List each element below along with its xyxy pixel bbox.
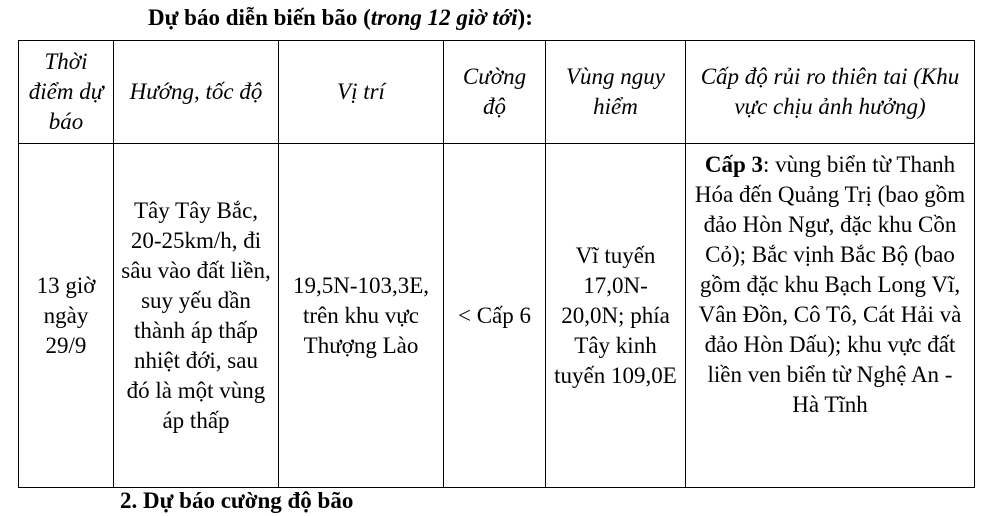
storm-forecast-table — [18, 40, 975, 488]
header-direction-speed: Hướng, tốc độ — [114, 41, 279, 144]
header-position: Vị trí — [279, 41, 444, 144]
table-row — [19, 144, 975, 488]
cell-danger-zone: Vĩ tuyến 17,0N-20,0N; phía Tây kinh tuyến 109,0E — [546, 144, 686, 488]
risk-level-label: Cấp 3 — [704, 152, 763, 177]
heading-end: ): — [517, 5, 533, 30]
table-header-row — [19, 41, 975, 144]
next-section-heading: 2. Dự báo cường độ bão — [120, 488, 354, 513]
risk-area-text: : vùng biển từ Thanh Hóa đến Quảng Trị (bao gồm đảo Hòn Ngư, đặc khu Cồn Cỏ); Bắc vịnh Bắc Bộ (bao gồm đặc khu Bạch Long Vĩ, Vân Đồn, Cô Tô, Cát Hải và đảo Hòn Dấu); khu vực đất liền ven biển từ Nghệ An - Hà Tĩnh — [694, 152, 966, 417]
header-intensity: Cường độ — [444, 41, 546, 144]
header-risk-level: Cấp độ rủi ro thiên tai (Khu vực chịu ảnh hưởng) — [686, 41, 975, 144]
cell-direction-speed: Tây Tây Bắc, 20-25km/h, đi sâu vào đất liền, suy yếu dần thành áp thấp nhiệt đới, sau đó là một vùng áp thấp — [114, 144, 279, 488]
forecast-heading — [148, 3, 533, 33]
header-time: Thời điểm dự báo — [19, 41, 114, 144]
heading-italic: trong 12 giờ tới — [370, 5, 518, 30]
header-danger-zone: Vùng nguy hiểm — [546, 41, 686, 144]
cell-position: 19,5N-103,3E, trên khu vực Thượng Lào — [279, 144, 444, 488]
heading-bold: Dự báo diễn biến bão ( — [148, 5, 371, 30]
cell-intensity: < Cấp 6 — [444, 144, 546, 488]
cell-risk-level — [686, 144, 975, 488]
cell-time: 13 giờ ngày 29/9 — [19, 144, 114, 488]
